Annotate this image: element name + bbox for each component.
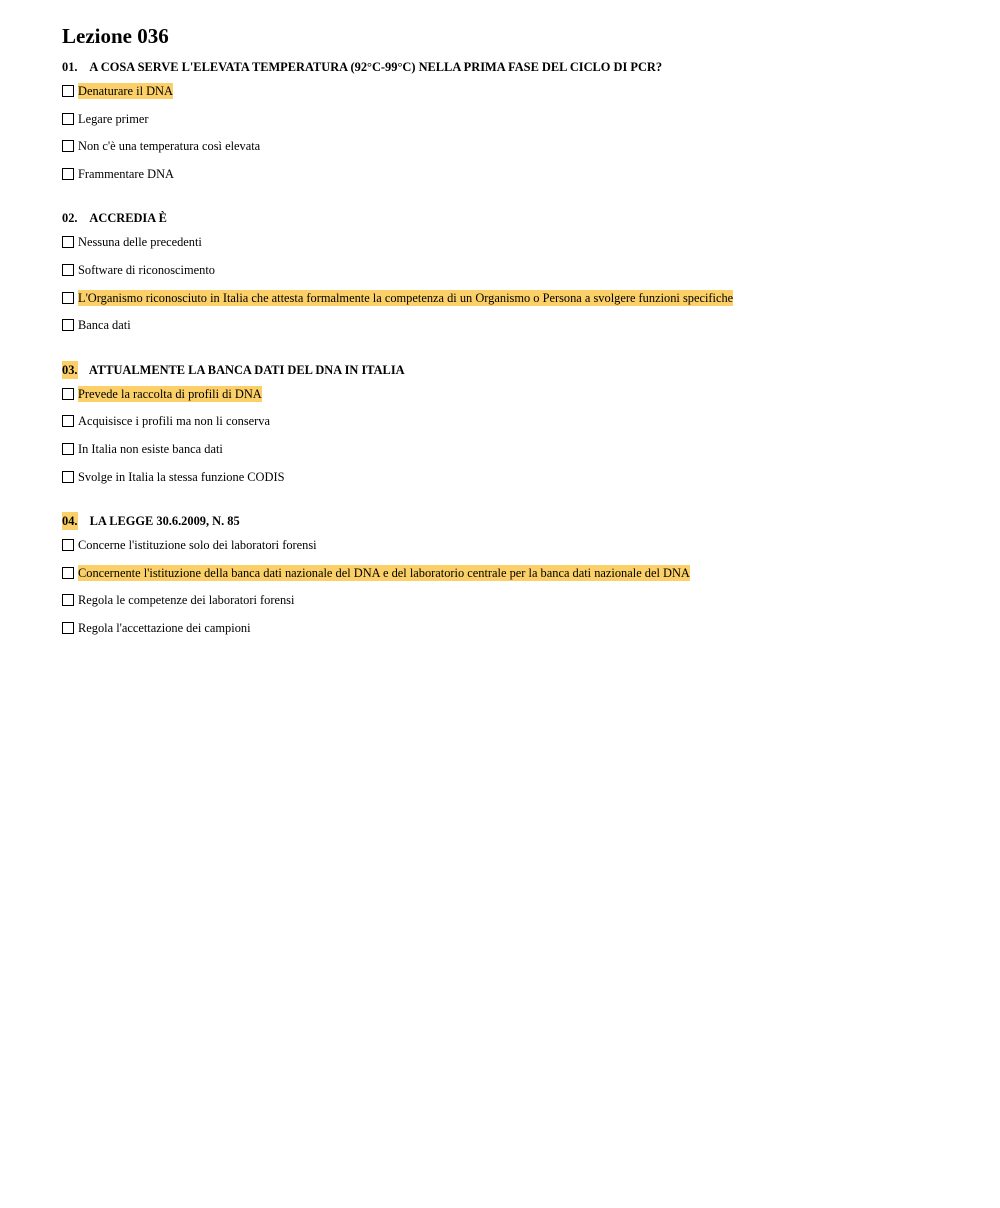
answer-text: Banca dati [78, 318, 131, 333]
question-text: LA LEGGE 30.6.2009, N. 85 [89, 514, 240, 529]
question-number: 01. [62, 60, 78, 74]
answer-text: Concerne l'istituzione solo dei laboratori forensi [78, 538, 317, 553]
answer-text: Prevede la raccolta di profili di DNA [78, 386, 262, 401]
answer-text: Regola l'accettazione dei campioni [78, 620, 251, 635]
lesson-title: Lezione 036 [62, 24, 169, 48]
answer-checkbox[interactable] [62, 594, 74, 606]
answer-text: L'Organismo riconosciuto in Italia che attesta formalmente la competenza di un Organismo o Persona a svolgere funzioni specifiche [78, 290, 734, 305]
answer-text: In Italia non esiste banca dati [78, 441, 223, 456]
answer-option[interactable] [62, 385, 960, 403]
answer-option[interactable] [62, 564, 960, 582]
answer-checkbox[interactable] [62, 415, 74, 427]
answer-text: Concernente l'istituzione della banca dati nazionale del DNA e del laboratorio centrale per la banca dati nazionale del DNA [78, 565, 690, 580]
question-header [62, 512, 960, 530]
question-spacer [62, 495, 960, 504]
answer-option[interactable] [62, 165, 960, 183]
question-number: 02. [62, 211, 78, 226]
question-spacer [62, 344, 960, 353]
answer-checkbox[interactable] [62, 292, 74, 304]
question-text: ATTUALMENTE LA BANCA DATI DEL DNA IN ITALIA [88, 362, 405, 377]
answer-checkbox[interactable] [62, 567, 74, 579]
question-number: 03. [62, 362, 78, 377]
answer-text: Acquisisce i profili ma non li conserva [78, 414, 271, 429]
question-text: ACCREDIA È [89, 211, 167, 226]
question-02 [62, 209, 960, 334]
answer-text: Nessuna delle precedenti [78, 235, 202, 250]
answer-option[interactable] [62, 536, 960, 554]
question-01 [62, 58, 960, 183]
answer-option[interactable] [62, 137, 960, 155]
answer-checkbox[interactable] [62, 622, 74, 634]
answer-checkbox[interactable] [62, 264, 74, 276]
answer-option[interactable] [62, 619, 960, 637]
answer-option[interactable] [62, 316, 960, 334]
answer-option[interactable] [62, 468, 960, 486]
question-number: 04. [62, 514, 78, 529]
answer-checkbox[interactable] [62, 85, 74, 97]
question-spacer [62, 192, 960, 201]
answer-option[interactable] [62, 233, 960, 251]
answer-text: Regola le competenze dei laboratori forensi [78, 593, 295, 608]
answer-checkbox[interactable] [62, 388, 74, 400]
answer-option[interactable] [62, 110, 960, 128]
answer-option[interactable] [62, 261, 960, 279]
quiz-page [62, 22, 960, 647]
question-04 [62, 512, 960, 637]
answer-text: Denaturare il DNA [78, 84, 173, 98]
answer-checkbox[interactable] [62, 140, 74, 152]
answer-option[interactable] [62, 591, 960, 609]
answer-checkbox[interactable] [62, 471, 74, 483]
answer-text: Software di riconoscimento [78, 262, 215, 277]
answer-checkbox[interactable] [62, 168, 74, 180]
question-header [62, 209, 960, 227]
answer-text: Legare primer [78, 111, 149, 126]
question-text: A COSA SERVE L'ELEVATA TEMPERATURA (92°C-99°C) NELLA PRIMA FASE DEL CICLO DI PCR? [89, 60, 663, 74]
answer-checkbox[interactable] [62, 539, 74, 551]
question-header [62, 58, 960, 76]
question-header [62, 361, 960, 379]
question-03 [62, 361, 960, 486]
answer-option[interactable] [62, 412, 960, 430]
answer-checkbox[interactable] [62, 236, 74, 248]
answer-option[interactable] [62, 289, 960, 307]
answer-option[interactable] [62, 440, 960, 458]
answer-checkbox[interactable] [62, 443, 74, 455]
answer-text: Svolge in Italia la stessa funzione CODIS [78, 469, 285, 484]
answer-text: Non c'è una temperatura così elevata [78, 139, 261, 154]
answer-checkbox[interactable] [62, 319, 74, 331]
answer-text: Frammentare DNA [78, 166, 174, 181]
answer-checkbox[interactable] [62, 113, 74, 125]
answer-option[interactable] [62, 82, 960, 100]
